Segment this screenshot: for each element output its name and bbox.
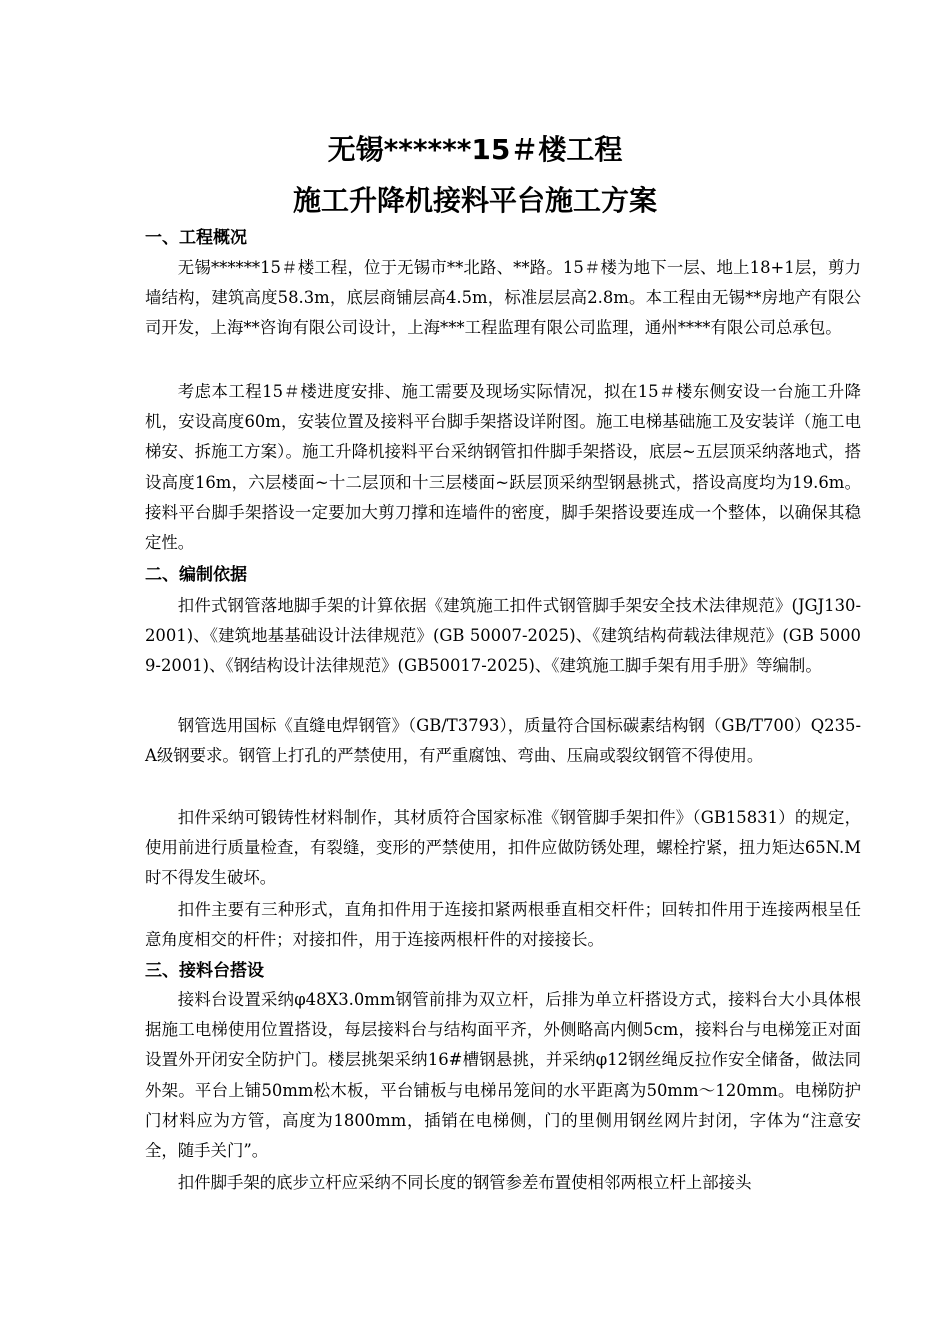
paragraph-basis-3: 扣件采纳可锻铸性材料制作，其材质符合国家标准《钢管脚手架扣件》（GB15831）的规定，使用前进行质量检查，有裂缝，变形的严禁使用，扣件应做防锈处理，螺栓拧紧，扭力矩达65N.M时不得发生破坏。 [145, 808, 861, 888]
paragraph-overview-1: 无锡******15＃楼工程，位于无锡市**北路、**路。15＃楼为地下一层、地上18+1层，剪力墙结构，建筑高度58.3m，底层商铺层高4.5m，标准层层高2.8m。本工程由无锡**房地产有限公司开发，上海**咨询有限公司设计，上海***工程监理有限公司监理，通州****有限公司总承包。 [145, 258, 861, 338]
paragraph-basis-4: 扣件主要有三种形式，直角扣件用于连接扣紧两根垂直相交杆件；回转扣件用于连接两根呈任意角度相交的杆件；对接扣件，用于连接两根杆件的对接接长。 [145, 900, 861, 950]
paragraph-platform-2: 扣件脚手架的底步立杆应采纳不同长度的钢管参差布置使相邻两根立杆上部接头 [177, 1173, 752, 1192]
section-heading-overview: 一、工程概况 [145, 228, 247, 248]
document-title-line1: 无锡******15＃楼工程 [327, 133, 623, 166]
paragraph-platform-1: 接料台设置采纳φ48X3.0mm钢管前排为双立杆，后排为单立杆搭设方式，接料台大小具体根据施工电梯使用位置搭设，每层接料台与结构面平齐，外侧略高内侧5cm，接料台与电梯笼正对面设置外开闭安全防护门。楼层挑架采纳16#槽钢悬挑，并采纳φ12钢丝绳反拉作安全储备，做法同外架。平台上铺50mm松木板，平台铺板与电梯吊笼间的水平距离为50mm～120mm。电梯防护门材料应为方管，高度为1800mm，插销在电梯侧，门的里侧用钢丝网片封闭，字体为“注意安全，随手关门”。 [145, 990, 861, 1161]
document-title-line2: 施工升降机接料平台施工方案 [292, 184, 657, 217]
section-heading-platform: 三、接料台搭设 [145, 961, 264, 981]
paragraph-basis-2: 钢管选用国标《直缝电焊钢管》（GB/T3793），质量符合国标碳素结构钢（GB/T700）Q235-A级钢要求。钢管上打孔的严禁使用，有严重腐蚀、弯曲、压扁或裂纹钢管不得使用。 [145, 716, 861, 766]
paragraph-basis-1: 扣件式钢管落地脚手架的计算依据《建筑施工扣件式钢管脚手架安全技术法律规范》(JGJ130-2001)、《建筑地基基础设计法律规范》(GB 50007-2025)、《建筑结构荷载法律规范》(GB 50009-2001)、《钢结构设计法律规范》(GB50017-2025)、《建筑施工脚手架有用手册》等编制。 [145, 596, 861, 676]
paragraph-overview-2: 考虑本工程15＃楼进度安排、施工需要及现场实际情况，拟在15＃楼东侧安设一台施工升降机，安设高度60m，安装位置及接料平台脚手架搭设详附图。施工电梯基础施工及安装详（施工电梯安、拆施工方案）。施工升降机接料平台采纳钢管扣件脚手架搭设，底层~五层顶采纳落地式，搭设高度16m，六层楼面~十二层顶和十三层楼面~跃层顶采纳型钢悬挑式，搭设高度均为19.6m。接料平台脚手架搭设一定要加大剪刀撑和连墙件的密度，脚手架搭设要连成一个整体，以确保其稳定性。 [145, 382, 861, 553]
section-heading-basis: 二、编制依据 [145, 565, 247, 585]
